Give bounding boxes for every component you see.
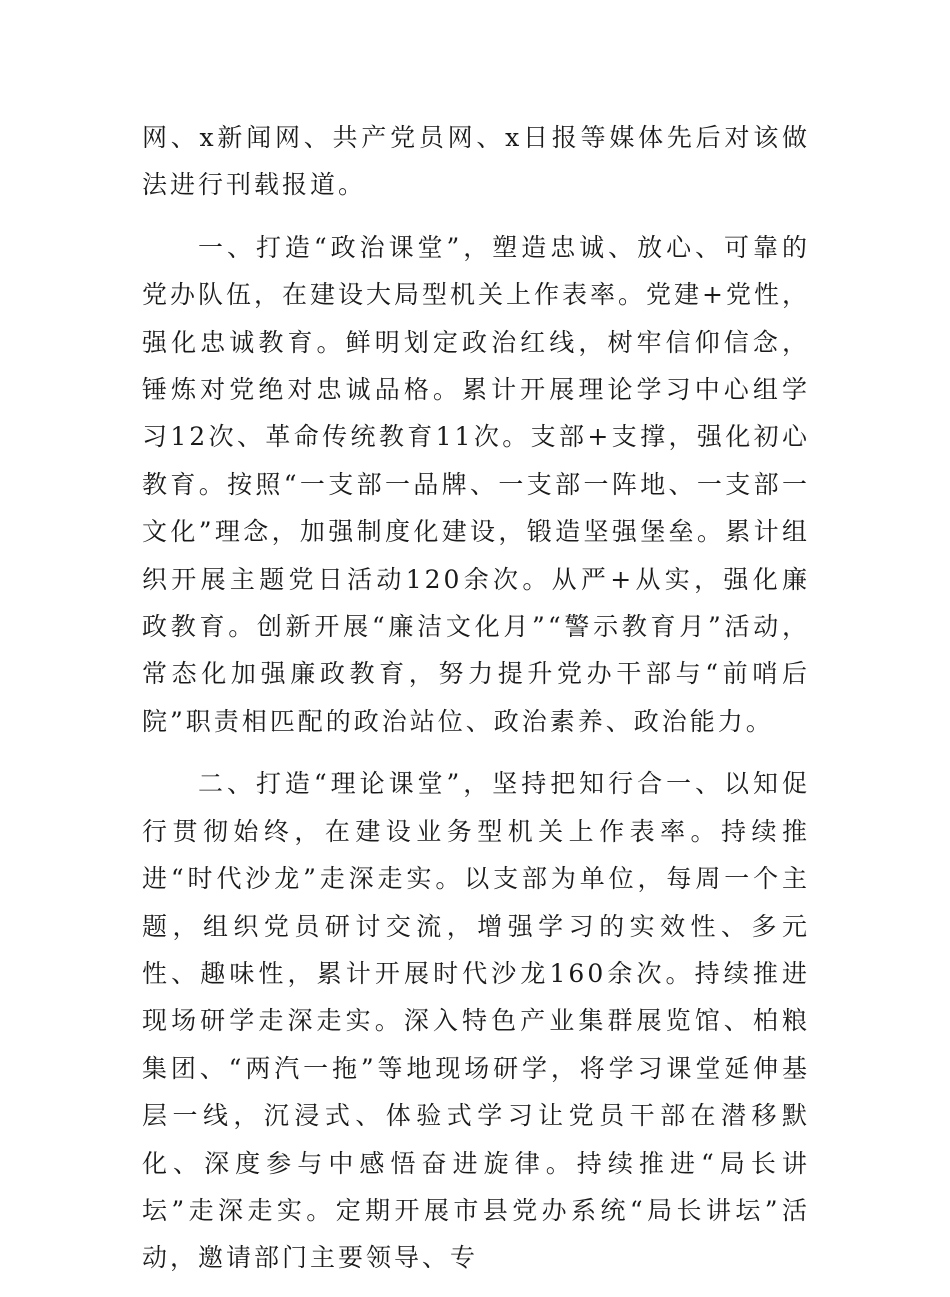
paragraph-theory-classroom: 二、打造“理论课堂”，坚持把知行合一、以知促行贯彻始终，在建设业务型机关上作表率。持续推进“时代沙龙”走深走实。以支部为单位，每周一个主题，组织党员研讨交流，增强学习的实效性、多元性、趣味性，累计开展时代沙龙160余次。持续推进现场研学走深走实。深入特色产业集群展览馆、柏粮集团、“两汽一拖”等地现场研学，将学习课堂延伸基层一线，沉浸式、体验式学习让党员干部在潜移默化、深度参与中感悟奋进旋律。持续推进“局长讲坛”走深走实。定期开展市县党办系统“局长讲坛”活动，邀请部门主要领导、专 <box>142 769 810 1273</box>
paragraph-continuation: 网、x新闻网、共产党员网、x日报等媒体先后对该做法进行刊载报道。 <box>142 123 810 200</box>
paragraph-political-classroom: 一、打造“政治课堂”，塑造忠诚、放心、可靠的党办队伍，在建设大局型机关上作表率。党建+党性，强化忠诚教育。鲜明划定政治红线，树牢信仰信念，锤炼对党绝对忠诚品格。累计开展理论学习中心组学习12次、革命传统教育11次。支部+支撑，强化初心教育。按照“一支部一品牌、一支部一阵地、一支部一文化”理念，加强制度化建设，锻造坚强堡垒。累计组织开展主题党日活动120余次。从严+从实，强化廉政教育。创新开展“廉洁文化月”“警示教育月”活动，常态化加强廉政教育，努力提升党办干部与“前哨后院”职责相匹配的政治站位、政治素养、政治能力。 <box>142 232 810 736</box>
document-body <box>142 114 810 1297</box>
